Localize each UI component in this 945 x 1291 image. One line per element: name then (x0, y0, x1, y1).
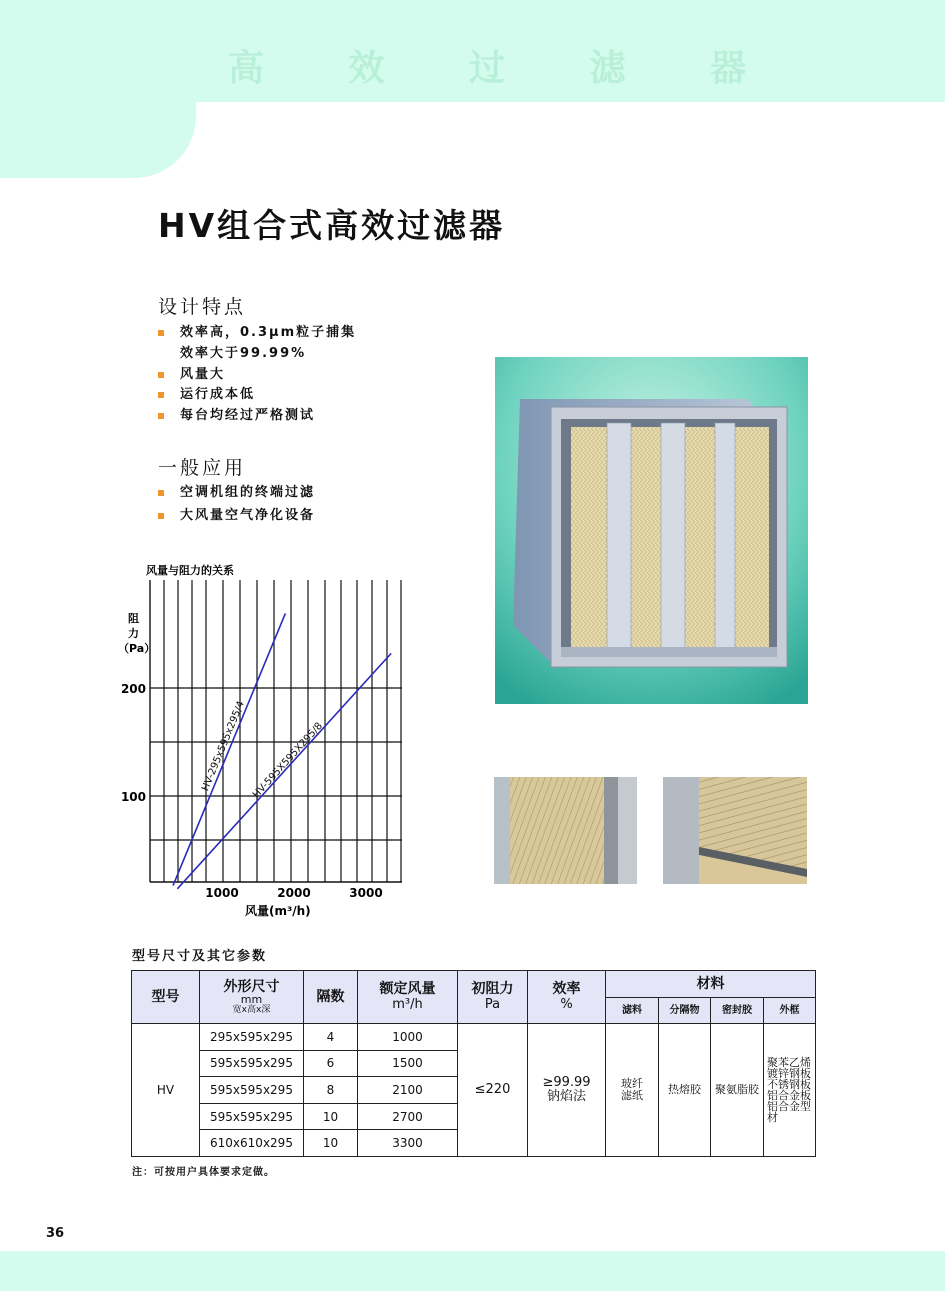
cell-size: 295x595x295 (200, 1024, 304, 1051)
header-model: 型号 (132, 971, 200, 1024)
cell-model: HV (132, 1024, 200, 1157)
cell-frame-line: 材 (767, 1110, 778, 1124)
header-sealant: 密封胶 (711, 998, 764, 1024)
y-tick-label: 100 (120, 790, 146, 804)
header-size-label: 外形尺寸 (223, 978, 280, 995)
header-airflow-label: 额定风量 (379, 981, 436, 997)
y-tick-label: 200 (120, 682, 146, 696)
header-size (200, 971, 304, 1024)
cell-size: 595x595x295 (200, 1050, 304, 1077)
header-media: 滤料 (606, 998, 659, 1024)
spec-table (131, 970, 816, 1157)
cell-efficiency-value: ≥99.99 (542, 1074, 591, 1090)
features-heading: 设计特点 (158, 296, 247, 318)
x-tick-label: 3000 (349, 886, 383, 900)
cell-airflow: 1000 (358, 1024, 458, 1051)
cell-sealant: 聚氨脂胶 (711, 1024, 764, 1157)
list-item: 效率高，0.3μm粒子捕集 (158, 323, 356, 344)
header-size-sub: 宽x高x深 (232, 1004, 271, 1015)
table-note: 注：可按用户具体要求定做。 (132, 1167, 275, 1178)
header-frame: 外框 (764, 998, 816, 1024)
series-label: HV-595X595X295/8 (250, 720, 326, 801)
table-title: 型号尺寸及其它参数 (132, 949, 268, 964)
list-item: 大风量空气净化设备 (158, 506, 315, 527)
list-item: 空调机组的终端过滤 (158, 483, 315, 506)
cell-partitions: 10 (304, 1130, 358, 1157)
x-tick-label: 1000 (205, 886, 239, 900)
header-efficiency-unit: % (560, 997, 573, 1012)
header-material: 材料 (606, 971, 816, 998)
cell-frame-line: 镀锌钢板 (767, 1066, 811, 1080)
table-row (132, 1024, 816, 1051)
cell-size: 610x610x295 (200, 1130, 304, 1157)
y-axis-label-part: 力 (128, 627, 139, 640)
cell-partitions: 6 (304, 1050, 358, 1077)
header-efficiency (528, 971, 606, 1024)
cell-media-line1: 玻纤 (621, 1076, 643, 1090)
applications-heading: 一般应用 (158, 457, 247, 479)
cell-efficiency-method: 钠焰法 (546, 1088, 586, 1104)
header-size-unit: mm (240, 992, 263, 1006)
cell-media-line2: 滤纸 (621, 1088, 643, 1102)
cell-partitions: 4 (304, 1024, 358, 1051)
series-label: HV-295x595x295/4 (200, 699, 247, 793)
y-axis-label-part: （Pa） (118, 642, 156, 655)
chart-title: 风量与阻力的关系 (146, 564, 234, 577)
page-title: HV组合式高效过滤器 (158, 206, 506, 245)
x-tick-label: 2000 (277, 886, 311, 900)
cell-frame-line: 铝合金板 (767, 1088, 811, 1102)
cell-size: 595x595x295 (200, 1103, 304, 1130)
list-item: 效率大于99.99% (180, 345, 307, 361)
list-item: 每台均经过严格测试 (158, 406, 356, 427)
category-title: 高 效 过 滤 器 (228, 48, 783, 89)
y-axis-label-part: 阻 (128, 612, 139, 625)
chart-grid (150, 580, 402, 882)
footer-band (0, 1251, 945, 1291)
header-efficiency-label: 效率 (552, 981, 581, 997)
list-item: 运行成本低 (158, 385, 356, 406)
cell-airflow: 3300 (358, 1130, 458, 1157)
cell-separator: 热熔胶 (659, 1024, 711, 1157)
header-separator: 分隔物 (659, 998, 711, 1024)
cell-size: 595x595x295 (200, 1077, 304, 1104)
cell-partitions: 8 (304, 1077, 358, 1104)
header-resistance-label: 初阻力 (471, 981, 514, 997)
cell-frame-line: 聚苯乙烯 (767, 1055, 811, 1069)
cell-airflow: 2100 (358, 1077, 458, 1104)
header-airflow-unit: m³/h (392, 997, 423, 1012)
cell-partitions: 10 (304, 1103, 358, 1130)
header-airflow (358, 971, 458, 1024)
cell-frame-line: 铝合金型 (767, 1099, 811, 1113)
header-partitions: 隔数 (304, 971, 358, 1024)
cell-frame (764, 1024, 816, 1157)
cell-efficiency (528, 1024, 606, 1157)
cell-airflow: 1500 (358, 1050, 458, 1077)
header-resistance (458, 971, 528, 1024)
list-item: 风量大 (158, 365, 356, 386)
chart-labels (118, 563, 311, 918)
x-axis-label: 风量(m³/h) (245, 904, 311, 918)
header-resistance-unit: Pa (484, 997, 501, 1012)
cell-resistance: ≤220 (458, 1024, 528, 1157)
cell-media (606, 1024, 659, 1157)
cell-airflow: 2700 (358, 1103, 458, 1130)
page-number: 36 (46, 1226, 65, 1241)
series-line (173, 613, 285, 885)
chart-axes (121, 580, 402, 900)
cell-frame-line: 不锈钢板 (767, 1077, 811, 1091)
